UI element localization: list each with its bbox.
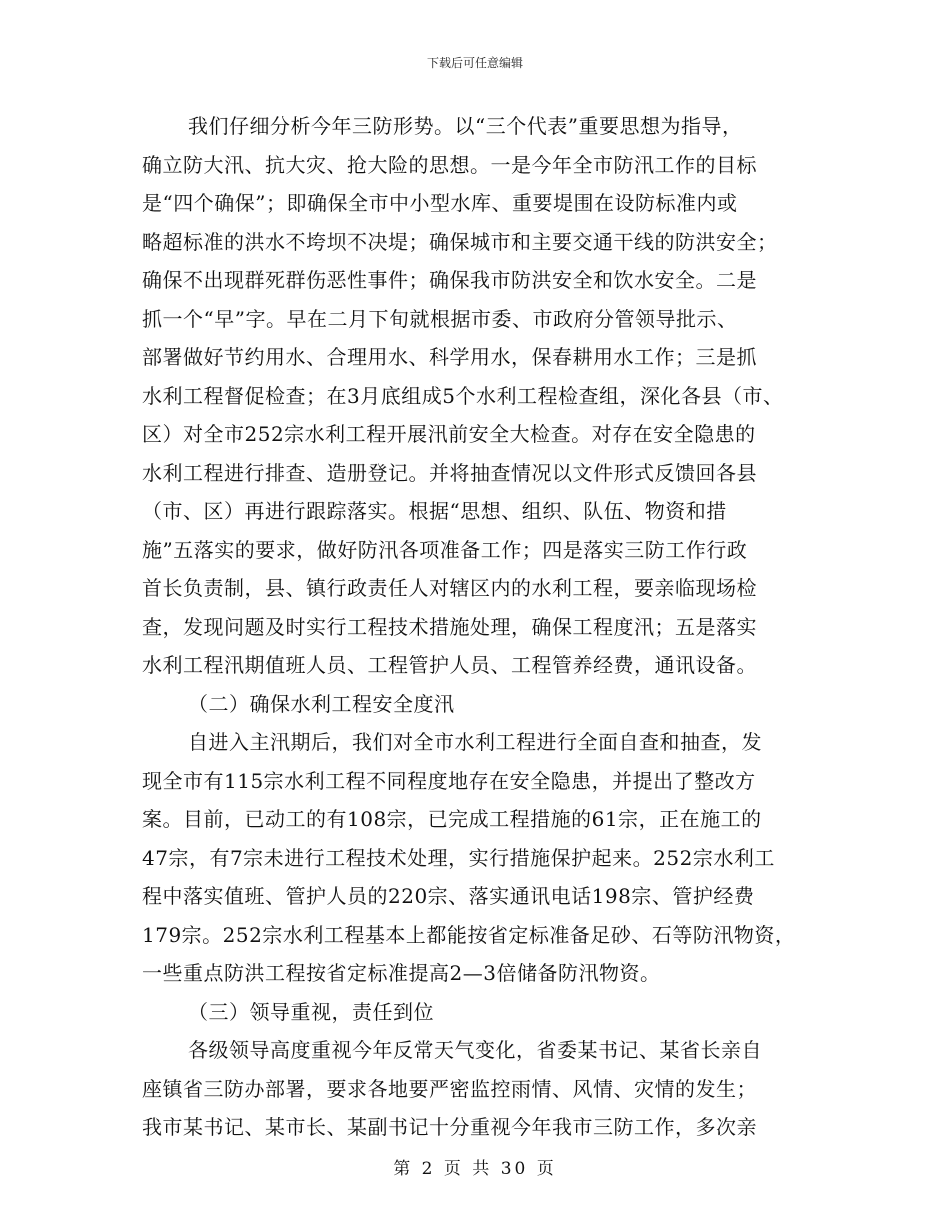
text-line: （二）确保水利工程安全度汛 — [188, 691, 455, 716]
text-line: 水利工程督促检查；在3月底组成5个水利工程检查组，深化各县（市、 — [142, 383, 784, 408]
text-line: 区）对全市252宗水利工程开展汛前安全大检查。对存在安全隐患的 — [142, 422, 756, 446]
text-line: 自进入主汛期后，我们对全市水利工程进行全面自查和抽查，发 — [188, 730, 762, 754]
text-line: 抓一个“早”字。早在二月下旬就根据市委、市政府分管领导批示、 — [142, 306, 738, 331]
page-footer: 第 2 页 共 30 页 — [393, 1159, 557, 1179]
text-line: 程中落实值班、管护人员的220宗、落实通讯电话198宗、管护经费 — [142, 884, 755, 908]
page-header: 下载后可任意编辑 — [426, 56, 523, 70]
text-line: 首长负责制，县、镇行政责任人对辖区内的水利工程，要亲临现场检 — [142, 576, 757, 600]
text-line: 部署做好节约用水、合理用水、科学用水，保春耕用水工作；三是抓 — [142, 345, 757, 369]
text-line: 略超标准的洪水不垮坝不决堤；确保城市和主要交通干线的防洪安全； — [142, 229, 778, 254]
text-line: 我市某书记、某市长、某副书记十分重视今年我市三防工作，多次亲 — [142, 1115, 757, 1139]
text-line: （三）领导重视，责任到位 — [188, 999, 434, 1024]
text-line: 水利工程进行排查、造册登记。并将抽查情况以文件形式反馈回各县 — [142, 460, 757, 485]
text-line: 一些重点防洪工程按省定标准提高2—3倍储备防汛物资。 — [142, 961, 661, 985]
text-line: 我们仔细分析今年三防形势。以“三个代表”重要思想为指导， — [188, 114, 743, 138]
text-line: 是“四个确保”；即确保全市中小型水库、重要堤围在设防标准内或 — [142, 191, 738, 215]
text-line: 座镇省三防办部署，要求各地要严密监控雨情、风情、灾情的发生； — [142, 1076, 757, 1101]
text-line: 确保不出现群死群伤恶性事件；确保我市防洪安全和饮水安全。二是 — [142, 268, 757, 292]
text-line: 现全市有115宗水利工程不同程度地存在安全隐患，并提出了整改方 — [142, 768, 756, 793]
text-line: （市、区）再进行跟踪落实。根据“思想、组织、队伍、物资和措 — [142, 499, 727, 523]
text-line: 案。目前，已动工的有108宗，已完成工程措施的61宗，正在施工的 — [142, 807, 762, 831]
text-line: 查，发现问题及时实行工程技术措施处理，确保工程度汛；五是落实 — [142, 614, 757, 639]
text-line: 确立防大汛、抗大灾、抢大险的思想。一是今年全市防汛工作的目标 — [142, 152, 757, 177]
text-line: 水利工程汛期值班人员、工程管护人员、工程管养经费，通讯设备。 — [142, 653, 757, 677]
text-line: 47宗，有7宗未进行工程技术处理，实行措施保护起来。252宗水利工 — [142, 845, 775, 870]
text-line: 179宗。252宗水利工程基本上都能按省定标准备足砂、石等防汛物资， — [142, 922, 796, 947]
text-line: 各级领导高度重视今年反常天气变化，省委某书记、某省长亲自 — [188, 1038, 762, 1062]
text-line: 施”五落实的要求，做好防汛各项准备工作；四是落实三防工作行政 — [142, 537, 748, 562]
